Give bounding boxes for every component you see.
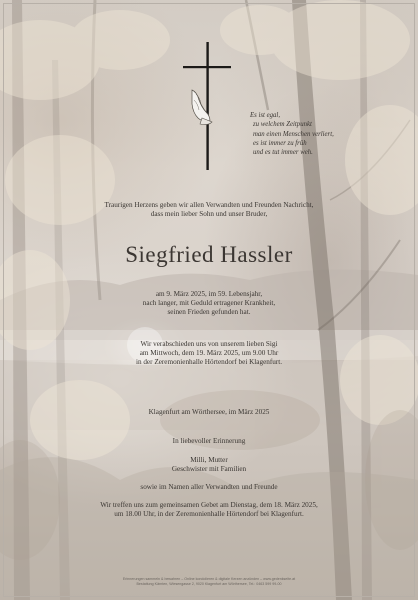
intro-line: Traurigen Herzens geben wir allen Verwandten und Freunden Nachricht, [104, 201, 314, 209]
death-info [0, 290, 418, 317]
footer-funeral-home [0, 577, 418, 587]
deceased-name: Siegfried Hassler [125, 242, 293, 267]
farewell-line: in der Zeremonienhalle Hörtendorf bei Klagenfurt. [135, 358, 283, 366]
farewell-info [0, 340, 418, 367]
cross-with-praying-hands-icon [180, 42, 236, 174]
death-info-line: nach langer, mit Geduld ertragener Krankheit, [142, 299, 276, 307]
poem-quote [250, 111, 410, 157]
memory-heading-block [0, 437, 418, 446]
prayer-info [0, 501, 418, 519]
farewell-line: Wir verabschieden uns von unserem lieben Sigi [140, 340, 278, 348]
also-on-behalf [0, 483, 418, 492]
place-date [0, 408, 418, 417]
footer-line: Bestattung Kärnten, Wiesengasse 2, 9020 Klagenfurt am Wörthersee, Tel.: 0463 599 99-00 [136, 582, 282, 586]
memory-heading: In liebevoller Erinnerung [172, 437, 246, 445]
announcement-intro [0, 201, 418, 219]
prayer-line: um 18.00 Uhr, in der Zeremonienhalle Hörtendorf bei Klagenfurt. [114, 510, 304, 518]
also-text: sowie im Namen aller Verwandten und Freunde [140, 483, 278, 491]
poem-line: es ist immer zu früh [253, 139, 307, 147]
poem-line: zu welchem Zeitpunkt [253, 121, 312, 129]
prayer-line: Wir treffen uns zum gemeinsamen Gebet am Dienstag, dem 18. März 2025, [100, 501, 318, 509]
footer-line: Erinnerungen sammeln & bewahren – Online kondolieren & digitale Kerzen anzünden – www.gedenkseite.at [122, 577, 296, 581]
praying-hands-icon [192, 90, 212, 125]
deceased-name-block [0, 241, 418, 269]
poem-line: man einen Menschen verliert, [253, 130, 334, 138]
death-info-line: seinen Frieden gefunden hat. [167, 308, 251, 316]
poem-line: und es tut immer weh. [253, 149, 313, 157]
intro-line: dass mein lieber Sohn und unser Bruder, [150, 210, 268, 218]
mourners-list [0, 456, 418, 474]
mourner-line: Milli, Mutter [190, 456, 228, 464]
place-date-text: Klagenfurt am Wörthersee, im März 2025 [148, 408, 270, 416]
death-info-line: am 9. März 2025, im 59. Lebensjahr, [155, 290, 263, 298]
poem-line: Es ist egal, [250, 112, 281, 119]
farewell-line: am Mittwoch, dem 19. März 2025, um 9.00 Uhr [139, 349, 279, 357]
mourner-line: Geschwister mit Familien [171, 465, 247, 473]
